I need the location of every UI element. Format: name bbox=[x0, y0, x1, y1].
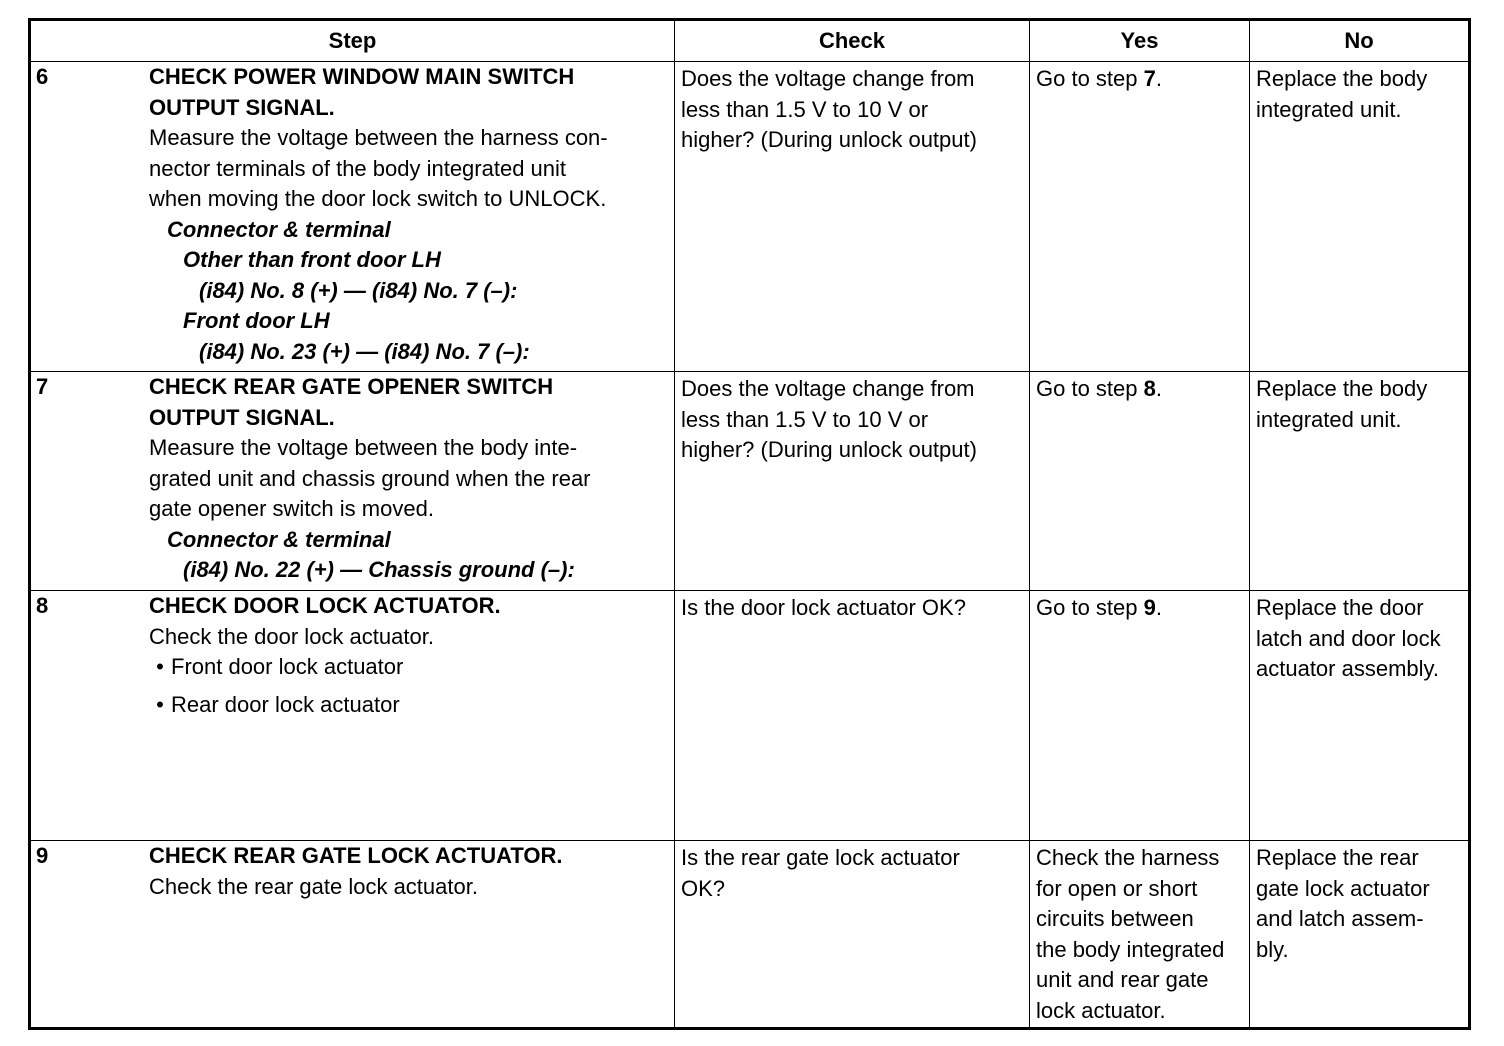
bullet-item: • Rear door lock actuator bbox=[149, 690, 670, 721]
no-line: bly. bbox=[1256, 936, 1289, 962]
step-description-line: Check the rear gate lock actuator. bbox=[149, 873, 478, 899]
check-line: Does the voltage change from bbox=[681, 376, 975, 401]
header-step: Step bbox=[30, 20, 675, 62]
no-line: integrated unit. bbox=[1256, 96, 1402, 122]
yes-cell bbox=[1030, 62, 1250, 372]
step-title-line: OUTPUT SIGNAL. bbox=[149, 404, 335, 430]
no-line: Replace the body bbox=[1256, 376, 1428, 401]
header-no: No bbox=[1250, 20, 1470, 62]
step-description-line: nector terminals of the body integrated unit bbox=[149, 155, 567, 181]
bullet-item: • Front door lock actuator bbox=[149, 652, 670, 683]
step-title-line: CHECK DOOR LOCK ACTUATOR. bbox=[149, 593, 501, 618]
yes-prefix: Go to step bbox=[1036, 595, 1144, 620]
no-cell bbox=[1250, 372, 1470, 591]
check-cell bbox=[675, 591, 1030, 841]
step-description-line: Measure the voltage between the body inte- bbox=[149, 435, 578, 460]
check-line: Is the rear gate lock actuator bbox=[681, 845, 960, 870]
no-cell bbox=[1250, 841, 1470, 1029]
table-row-step-9 bbox=[30, 841, 1470, 1029]
check-cell bbox=[675, 62, 1030, 372]
step-cell bbox=[30, 62, 675, 372]
step-cell bbox=[30, 372, 675, 591]
yes-step-ref: 8 bbox=[1143, 376, 1156, 401]
step-description-line: Measure the voltage between the harness con- bbox=[149, 125, 608, 150]
step-cell bbox=[30, 591, 675, 841]
check-line: higher? (During unlock output) bbox=[681, 127, 977, 152]
step-description-line: gate opener switch is moved. bbox=[149, 496, 434, 521]
connector-terminal-label: Connector & terminal bbox=[167, 216, 391, 242]
no-line: gate lock actuator bbox=[1256, 875, 1430, 901]
connector-terminal-label: Connector & terminal bbox=[167, 526, 391, 552]
no-line: Replace the body bbox=[1256, 66, 1428, 91]
step-title-line: OUTPUT SIGNAL. bbox=[149, 94, 335, 120]
step-title-line: CHECK REAR GATE OPENER SWITCH bbox=[149, 374, 554, 399]
step-description-line: grated unit and chassis ground when the rear bbox=[149, 465, 591, 491]
yes-suffix: . bbox=[1155, 376, 1162, 401]
check-cell bbox=[675, 841, 1030, 1029]
check-line: less than 1.5 V to 10 V or bbox=[681, 406, 929, 432]
connector-condition: Front door LH bbox=[183, 308, 330, 333]
bullet-dot-icon: • bbox=[156, 654, 164, 679]
check-line: OK? bbox=[681, 875, 726, 901]
check-line: Does the voltage change from bbox=[681, 66, 975, 91]
no-line: Replace the rear bbox=[1256, 845, 1419, 870]
step-number: 6 bbox=[36, 64, 49, 89]
yes-line: lock actuator. bbox=[1036, 997, 1166, 1023]
yes-line: for open or short bbox=[1036, 875, 1198, 901]
header-row bbox=[30, 20, 1470, 62]
yes-line: unit and rear gate bbox=[1036, 967, 1209, 992]
troubleshooting-table bbox=[28, 18, 1471, 1030]
yes-cell bbox=[1030, 841, 1250, 1029]
terminal-spec: (i84) No. 23 (+) — (i84) No. 7 (–): bbox=[199, 338, 530, 364]
yes-cell bbox=[1030, 591, 1250, 841]
no-line: integrated unit. bbox=[1256, 406, 1402, 432]
yes-step-ref: 9 bbox=[1143, 595, 1156, 620]
step-description-line: when moving the door lock switch to UNLOCK. bbox=[149, 186, 607, 211]
yes-suffix: . bbox=[1155, 595, 1162, 620]
check-line: Is the door lock actuator OK? bbox=[681, 595, 966, 620]
table-row-step-6 bbox=[30, 62, 1470, 372]
check-cell bbox=[675, 372, 1030, 591]
troubleshooting-table-container bbox=[28, 18, 1468, 1029]
terminal-spec: (i84) No. 22 (+) — Chassis ground (–): bbox=[183, 557, 575, 582]
no-line: actuator assembly. bbox=[1256, 656, 1440, 681]
step-number: 9 bbox=[36, 843, 49, 868]
header-yes: Yes bbox=[1030, 20, 1250, 62]
terminal-spec: (i84) No. 8 (+) — (i84) No. 7 (–): bbox=[199, 277, 518, 303]
no-cell bbox=[1250, 62, 1470, 372]
check-line: higher? (During unlock output) bbox=[681, 437, 977, 462]
table-row-step-7 bbox=[30, 372, 1470, 591]
no-line: Replace the door bbox=[1256, 595, 1424, 620]
yes-step-ref: 7 bbox=[1143, 66, 1156, 91]
yes-cell bbox=[1030, 372, 1250, 591]
step-description-line: Check the door lock actuator. bbox=[149, 623, 434, 649]
yes-prefix: Go to step bbox=[1036, 66, 1144, 91]
no-cell bbox=[1250, 591, 1470, 841]
no-line: latch and door lock bbox=[1256, 625, 1441, 651]
step-number: 8 bbox=[36, 593, 49, 618]
yes-line: the body integrated bbox=[1036, 936, 1225, 962]
check-line: less than 1.5 V to 10 V or bbox=[681, 96, 929, 122]
yes-prefix: Go to step bbox=[1036, 376, 1144, 401]
connector-condition: Other than front door LH bbox=[183, 247, 441, 272]
yes-line: circuits between bbox=[1036, 906, 1194, 931]
step-cell bbox=[30, 841, 675, 1029]
yes-suffix: . bbox=[1155, 66, 1162, 91]
bullet-dot-icon: • bbox=[156, 691, 164, 717]
step-number: 7 bbox=[36, 374, 49, 399]
no-line: and latch assem- bbox=[1256, 906, 1424, 931]
step-title-line: CHECK POWER WINDOW MAIN SWITCH bbox=[149, 64, 575, 89]
header-check: Check bbox=[675, 20, 1030, 62]
yes-line: Check the harness bbox=[1036, 845, 1220, 870]
table-row-step-8 bbox=[30, 591, 1470, 841]
step-title-line: CHECK REAR GATE LOCK ACTUATOR. bbox=[149, 843, 563, 868]
